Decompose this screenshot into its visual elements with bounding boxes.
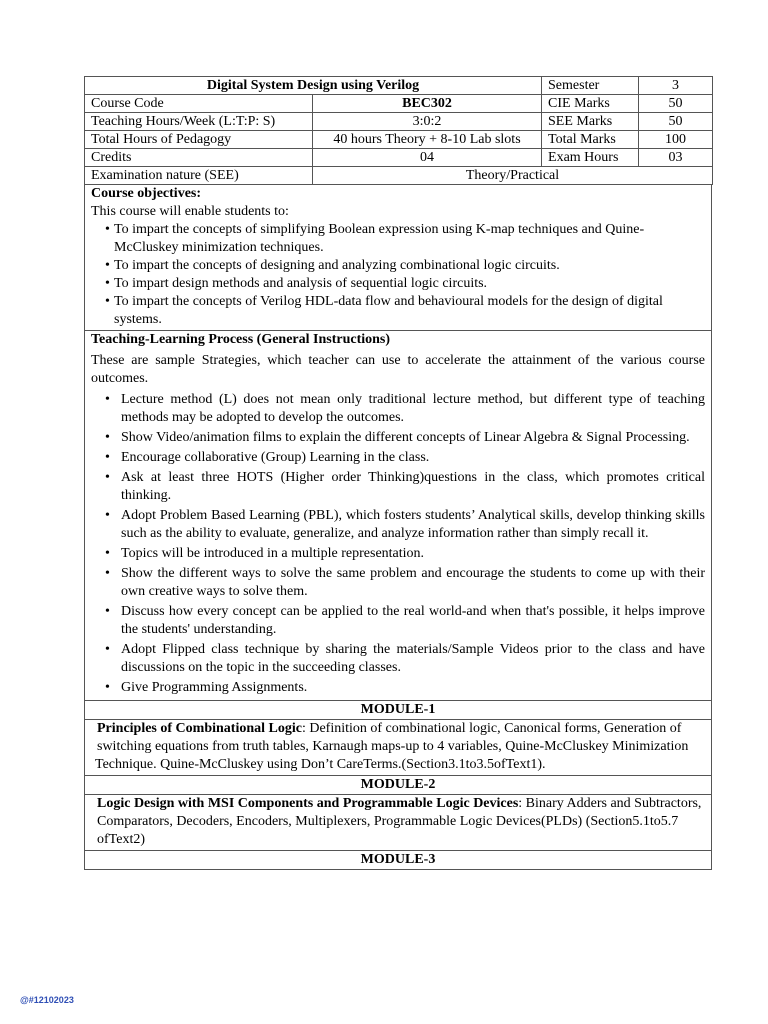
- credits-label: Credits: [85, 149, 313, 167]
- module-1-body: : Definition of combinational logic, Canonical forms, Generation of switching equations from truth tables, Karnaugh maps-up to 4 variables, Quine-McCluskey Minimization: [97, 721, 689, 754]
- list-item: • To impart the concepts of designing and analyzing combinational logic circuits.: [91, 257, 705, 275]
- exam-hours-value: 03: [639, 149, 713, 167]
- course-title: Digital System Design using Verilog: [85, 77, 542, 95]
- pedagogy-label: Total Hours of Pedagogy: [85, 131, 313, 149]
- semester-value: 3: [639, 77, 713, 95]
- pedagogy-value: 40 hours Theory + 8-10 Lab slots: [313, 131, 542, 149]
- list-item: • To impart the concepts of Verilog HDL-data flow and behavioural models for the design of digital systems.: [91, 293, 705, 329]
- objectives-heading: Course objectives:: [91, 186, 202, 201]
- teaching-heading: Teaching-Learning Process (General Instructions): [91, 332, 391, 347]
- course-objectives-section: [84, 185, 712, 331]
- course-info-table: [84, 76, 713, 185]
- teaching-hours-value: 3:0:2: [313, 113, 542, 131]
- module-1-tail: Technique. Quine-McCluskey using Don’t CareTerms.(Section3.1to3.5ofText1).: [95, 757, 546, 772]
- list-item: • Adopt Problem Based Learning (PBL), which fosters students’ Analytical skills, develop thinking skills such as the ability to evaluate, generalize, and analyze information rather than simply recall it.: [91, 507, 705, 543]
- see-marks-value: 50: [639, 113, 713, 131]
- syllabus-document: [84, 76, 712, 870]
- module-3-heading: MODULE-3: [84, 851, 712, 870]
- table-row: [85, 77, 713, 95]
- teaching-list: [91, 391, 705, 697]
- cie-marks-value: 50: [639, 95, 713, 113]
- module-1-topic: Principles of Combinational Logic: [97, 721, 302, 736]
- cie-marks-label: CIE Marks: [542, 95, 639, 113]
- course-code-label: Course Code: [85, 95, 313, 113]
- teaching-intro: These are sample Strategies, which teacher can use to accelerate the attainment of the various course outcomes.: [91, 353, 705, 386]
- total-marks-value: 100: [639, 131, 713, 149]
- credits-value: 04: [313, 149, 542, 167]
- module-2-content: [84, 795, 712, 851]
- list-item: • Show Video/animation films to explain the different concepts of Linear Algebra & Signal Processing.: [91, 429, 705, 447]
- total-marks-label: Total Marks: [542, 131, 639, 149]
- exam-nature-value: Theory/Practical: [313, 167, 713, 185]
- module-2-body: : Binary Adders and Subtractors, Comparators, Decoders, Encoders, Multiplexers, Programmable Logic Devices(PLDs) (Section5.1to5.7 ofText2): [97, 796, 702, 847]
- table-row: [85, 149, 713, 167]
- module-2-topic: Logic Design with MSI Components and Programmable Logic Devices: [97, 796, 519, 811]
- exam-nature-label: Examination nature (SEE): [85, 167, 313, 185]
- table-row: [85, 95, 713, 113]
- table-row: [85, 167, 713, 185]
- module-1-content: [84, 720, 712, 776]
- list-item: • Encourage collaborative (Group) Learning in the class.: [91, 449, 705, 467]
- list-item: • To impart design methods and analysis of sequential logic circuits.: [91, 275, 705, 293]
- see-marks-label: SEE Marks: [542, 113, 639, 131]
- course-code-value: BEC302: [313, 95, 542, 113]
- objectives-intro: This course will enable students to:: [91, 204, 289, 219]
- list-item: • Adopt Flipped class technique by sharing the materials/Sample Videos prior to the class and have discussions on the topic in the succeeding classes.: [91, 641, 705, 677]
- list-item: • Topics will be introduced in a multiple representation.: [91, 545, 705, 563]
- module-2-heading: MODULE-2: [84, 776, 712, 795]
- list-item: • To impart the concepts of simplifying Boolean expression using K-map techniques and Quine-McCluskey minimization techniques.: [91, 221, 705, 257]
- exam-hours-label: Exam Hours: [542, 149, 639, 167]
- list-item: • Ask at least three HOTS (Higher order Thinking)questions in the class, which promotes critical thinking.: [91, 469, 705, 505]
- module-1-heading: MODULE-1: [84, 701, 712, 720]
- list-item: • Lecture method (L) does not mean only traditional lecture method, but different type of teaching methods may be adopted to develop the outcomes.: [91, 391, 705, 427]
- document-footer-id: @#12102023: [20, 995, 74, 1005]
- semester-label: Semester: [542, 77, 639, 95]
- teaching-hours-label: Teaching Hours/Week (L:T:P: S): [85, 113, 313, 131]
- table-row: [85, 131, 713, 149]
- objectives-list: [91, 221, 705, 329]
- teaching-learning-section: [84, 331, 712, 701]
- list-item: • Discuss how every concept can be applied to the real world-and when that's possible, it helps improve the students' understanding.: [91, 603, 705, 639]
- list-item: • Give Programming Assignments.: [91, 679, 705, 697]
- list-item: • Show the different ways to solve the same problem and encourage the students to come up with their own creative ways to solve them.: [91, 565, 705, 601]
- table-row: [85, 113, 713, 131]
